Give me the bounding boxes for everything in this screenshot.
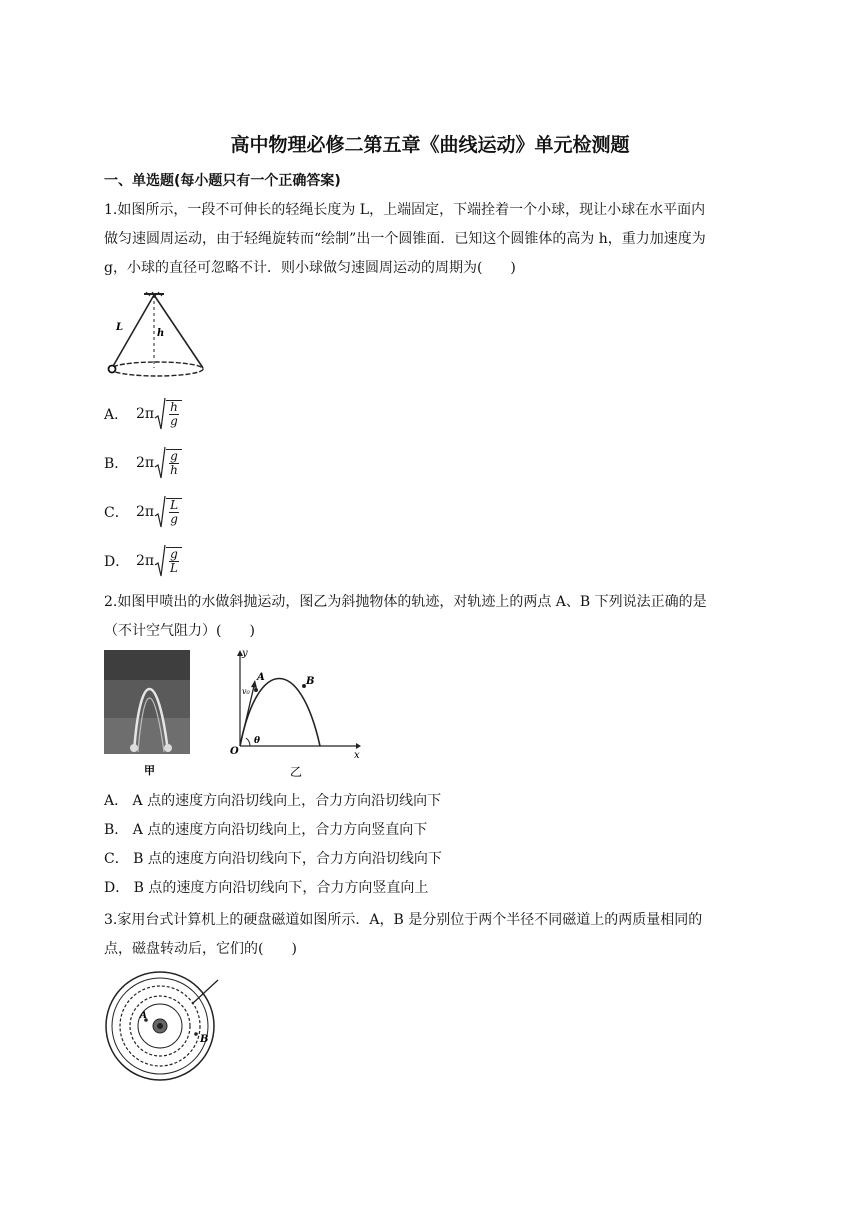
- label-v0: v₀: [242, 687, 250, 696]
- question-3-line-2: 点，磁盘转动后，它们的( ): [104, 941, 297, 957]
- question-1-option-b[interactable]: B． 2π $\frac{g}{h}$: [104, 443, 182, 483]
- formula-c: 2π $\frac{L}{g}$: [134, 494, 182, 530]
- question-3-line-1: 3.家用台式计算机上的硬盘磁道如图所示．A，B 是分别位于两个半径不同磁道上的两质量相同的: [104, 912, 703, 928]
- label-point-b: B: [306, 676, 315, 687]
- formula-b: 2π $\frac{g}{h}$: [134, 445, 182, 481]
- formula-a: 2π $\frac{h}{g}$: [134, 396, 182, 432]
- question-1-option-c[interactable]: C． 2π $\frac{L}{g}$: [104, 492, 182, 532]
- question-1-line-1: 1.如图所示，一段不可伸长的轻绳长度为 L，上端固定，下端拴着一个小球，现让小球在水平面内: [104, 202, 706, 218]
- question-1-option-d[interactable]: D． 2π $\frac{g}{L}$: [104, 541, 182, 581]
- label-origin: O: [230, 746, 239, 757]
- question-2-line-2: （不计空气阻力）( ): [104, 623, 255, 639]
- question-1-line-3: g，小球的直径可忽略不计．则小球做匀速圆周运动的周期为( ): [104, 260, 516, 276]
- label-b: B: [200, 1034, 209, 1045]
- page-title: 高中物理必修二第五章《曲线运动》单元检测题: [230, 134, 630, 156]
- label-y: y: [242, 648, 248, 659]
- label-h: h: [157, 328, 165, 339]
- question-1-line-2: 做匀速圆周运动，由于轻绳旋转而“绘制”出一个圆锥面．已知这个圆锥体的高为 h，重力加速度为: [104, 231, 706, 247]
- question-2-option-c[interactable]: C． B 点的速度方向沿切线向下，合力方向沿切线向下: [104, 851, 442, 867]
- label-yi: 乙: [290, 765, 303, 779]
- question-1-text: [104, 196, 764, 283]
- question-3-text: [104, 906, 764, 964]
- formula-d: 2π $\frac{g}{L}$: [134, 543, 182, 579]
- figure-yi-trajectory: [230, 646, 362, 782]
- question-2-option-b[interactable]: B． A 点的速度方向沿切线向上，合力方向竖直向下: [104, 822, 428, 838]
- question-1-option-a[interactable]: A． 2π $\frac{h}{g}$: [104, 394, 182, 434]
- label-x: x: [354, 750, 360, 761]
- question-2-line-1: 2.如图甲喷出的水做斜抛运动，图乙为斜抛物体的轨迹，对轨迹上的两点 A、B 下列说法正确的是: [104, 594, 707, 610]
- question-2-option-a[interactable]: A． A 点的速度方向沿切线向上，合力方向沿切线向下: [104, 793, 442, 809]
- label-point-a: A: [257, 672, 265, 683]
- label-jia: 甲: [144, 764, 155, 777]
- label-theta: θ: [254, 736, 261, 746]
- hard-disk-figure: [104, 968, 224, 1088]
- section-heading: 一、单选题(每小题只有一个正确答案): [104, 173, 341, 189]
- question-2-option-d[interactable]: D． B 点的速度方向沿切线向下，合力方向竖直向上: [104, 880, 429, 896]
- figure-jia-water-photo: [104, 648, 194, 780]
- cone-pendulum-figure: [104, 288, 214, 384]
- question-2-text: [104, 588, 764, 646]
- label-a: A: [140, 1011, 147, 1021]
- label-L: L: [116, 322, 124, 333]
